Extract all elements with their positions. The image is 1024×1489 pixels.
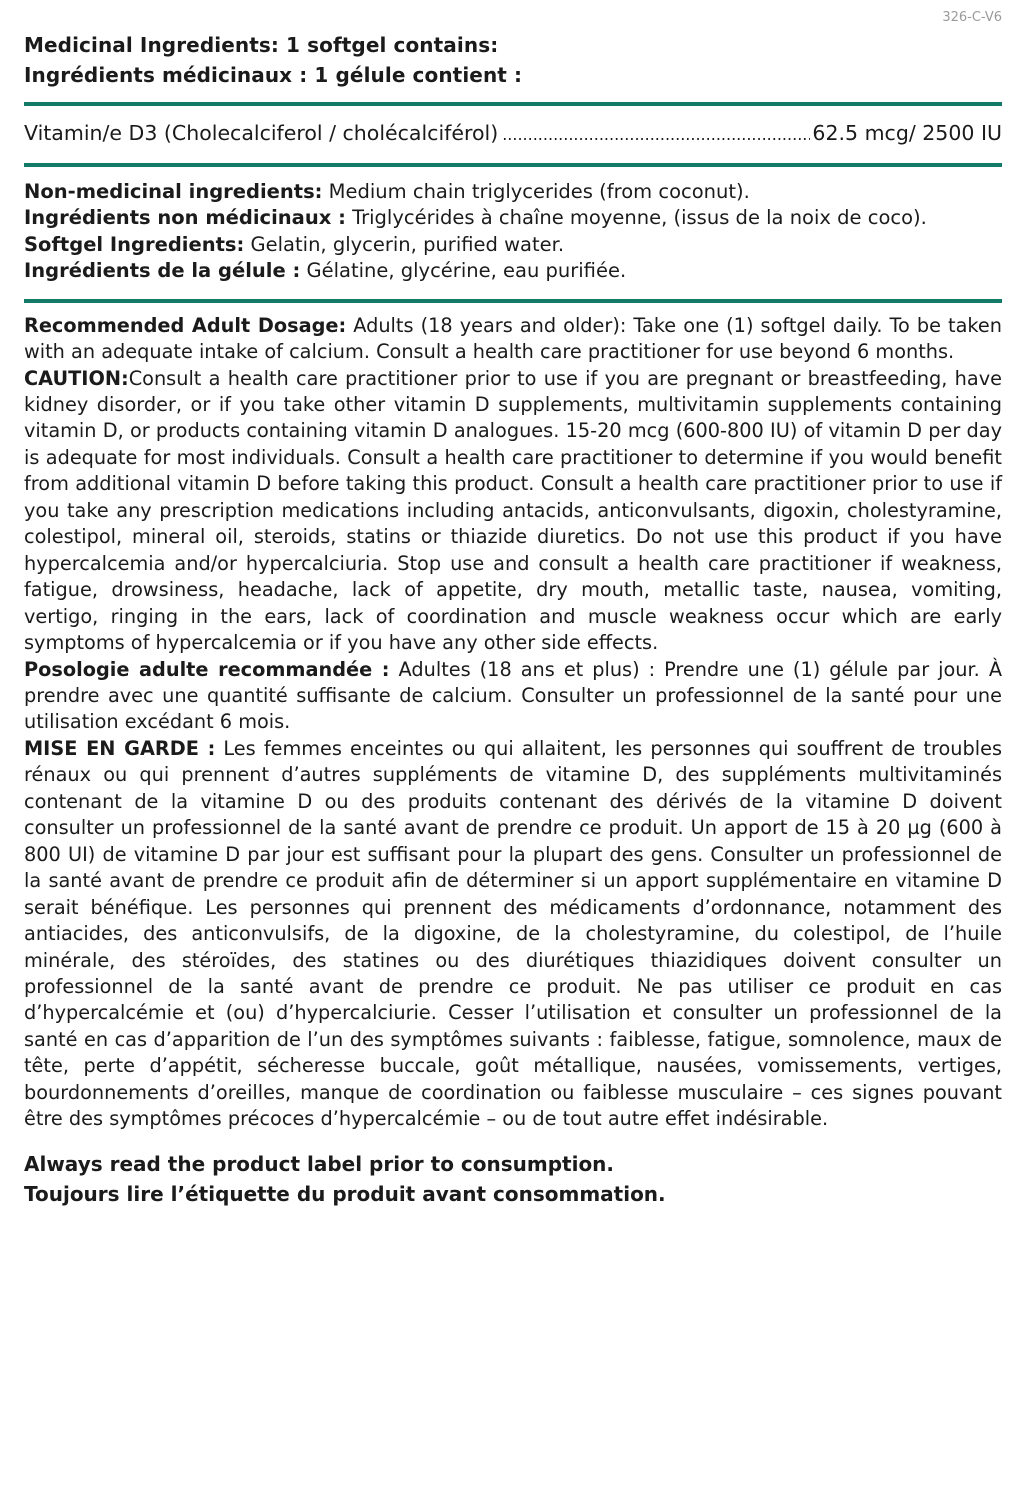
non-medicinal-en — [24, 179, 1002, 205]
dosage-text-en: Adults (18 years and older): Take one (1) softgel daily. To be taken with an adequate intake of calcium. Consult a health care practitioner for use beyond 6 months. — [24, 313, 1002, 364]
non-medicinal-label-fr: Ingrédients non médicinaux : — [24, 206, 346, 230]
softgel-label-fr: Ingrédients de la gélule : — [24, 259, 301, 283]
label-code: 326-C-V6 — [942, 10, 1002, 25]
leader-dots — [502, 120, 810, 150]
non-medicinal-text-fr: Triglycérides à chaîne moyenne, (issus de la noix de coco). — [345, 206, 927, 230]
dosage-label-en: Recommended Adult Dosage: — [24, 313, 347, 337]
footer-notice — [24, 1149, 1002, 1209]
footer-line-fr: Toujours lire l’étiquette du produit avant consommation. — [24, 1181, 666, 1206]
non-medicinal-label-en: Non-medicinal ingredients: — [24, 180, 323, 203]
medicinal-heading-fr: Ingrédients médicinaux : 1 gélule contient : — [24, 63, 523, 87]
dosage-label-fr: Posologie adulte recommandée : — [24, 657, 390, 681]
caution-text-fr: Les femmes enceintes ou qui allaitent, les personnes qui souffrent de troubles rénaux ou qui prennent d’autres suppléments de vitamine D, des suppléments multivitaminés contenant de la vitamine D ou des produits contenant des dérivés de la vitamine D doivent consulter un professionnel de la santé avant de prendre ce produit. Un apport de 15 à 20 µg (600 à 800 UI) de vitamine D par jour est suffisant pour la plupart des gens. Consulter un professionnel de la santé avant de prendre ce produit afin de déterminer si un apport supplémentaire en vitamine D serait bénéfique. Les personnes qui prennent des médicaments d’ordonnance, notamment des antiacides, des anticonvulsifs, de la digoxine, de la cholestyramine, du colestipol, de l’huile minérale, des stéroïdes, des statines ou des diurétiques thiazidiques doivent consulter un professionnel de la santé avant de prendre ce produit. Ne pas utiliser ce produit en cas d’hypercalcémie et (ou) d’hypercalciurie. Cesser l’utilisation et consulter un professionnel de la santé en cas d’apparition de l’un des symptômes suivants : faiblesse, fatigue, somnolence, maux de tête, perte d’appétit, sécheresse buccale, goût métallique, nausées, vomissements, vertiges, bourdonnements d’oreilles, manque de coordination ou faiblesse musculaire – ces signes pouvant être des symptômes précoces d’hypercalcémie – ou de tout autre effet indésirable. — [24, 736, 1002, 1131]
medicinal-heading-en: Medicinal Ingredients: 1 softgel contains: — [24, 33, 499, 57]
non-medicinal-fr — [24, 205, 1002, 231]
medicinal-heading — [24, 30, 1002, 90]
softgel-ingredients-en — [24, 232, 1002, 258]
caution-label-en: CAUTION: — [24, 366, 129, 390]
ingredient-name: Vitamin/e D3 (Cholecalciferol / cholécalciférol) — [24, 121, 499, 145]
caution-fr — [24, 736, 1002, 1133]
medicinal-ingredient-row — [24, 106, 1002, 163]
dosage-section — [24, 303, 1002, 1133]
footer-line-en: Always read the product label prior to consumption. — [24, 1151, 615, 1176]
dosage-text-fr: Adultes (18 ans et plus) : Prendre une (1) gélule par jour. À prendre avec une quantité suffisante de calcium. Consulter un professionnel de la santé pour une utilisation excédant 6 mois. — [24, 657, 1003, 734]
dosage-fr — [24, 657, 1002, 736]
non-medicinal-section — [24, 167, 1002, 299]
ingredient-amount: 62.5 mcg/ 2500 IU — [812, 121, 1002, 145]
caution-label-fr: MISE EN GARDE : — [24, 736, 216, 760]
dosage-en — [24, 313, 1002, 366]
non-medicinal-text-en: Medium chain triglycerides (from coconut). — [322, 180, 750, 203]
softgel-ingredients-fr — [24, 258, 1002, 284]
caution-text-en: Consult a health care practitioner prior to use if you are pregnant or breastfeeding, have kidney disorder, or if you take other vitamin D supplements, multivitamin supplements containing vitamin D, or products containing vitamin D analogues. 15-20 mcg (600-800 IU) of vitamin D per day is adequate for most individuals. Consult a health care practitioner to determine if you would benefit from additional vitamin D before taking this product. Consult a health care practitioner prior to use if you take any prescription medications including antacids, anticonvulsants, digoxin, cholestyramine, colestipol, mineral oil, steroids, statins or thiazide diuretics. Do not use this product if you have hypercalcemia and/or hypercalciuria. Stop use and consult a health care practitioner if weakness, fatigue, drowsiness, headache, lack of appetite, dry mouth, metallic taste, nausea, vomiting, vertigo, ringing in the ears, lack of coordination and muscle weakness occur which are early symptoms of hypercalcemia or if you have any other side effects. — [24, 366, 1002, 655]
caution-en — [24, 366, 1002, 657]
softgel-text-fr: Gélatine, glycérine, eau purifiée. — [300, 259, 627, 283]
supplement-label — [24, 30, 1002, 1209]
softgel-label-en: Softgel Ingredients: — [24, 232, 245, 256]
softgel-text-en: Gelatin, glycerin, purified water. — [244, 232, 565, 256]
